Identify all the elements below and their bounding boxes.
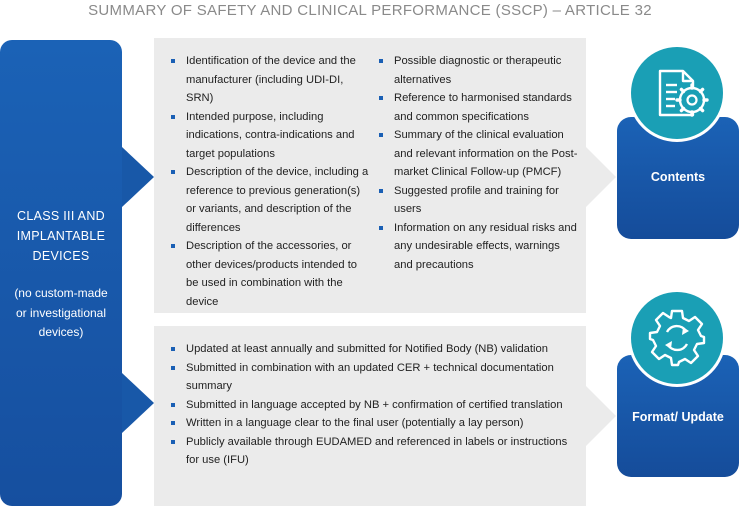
list-item: Description of the accessories, or other devices/products intended to be used in combination with the device — [170, 237, 370, 311]
list-item: Reference to harmonised standards and common specifications — [378, 89, 578, 126]
list-item: Summary of the clinical evaluation and relevant information on the Post-market Clinical Follow-up (PMCF) — [378, 126, 578, 182]
list-item: Submitted in language accepted by NB + confirmation of certified translation — [170, 396, 574, 415]
list-item: Intended purpose, including indications, contra-indications and target populations — [170, 108, 370, 164]
device-class-line: DEVICES — [32, 249, 90, 263]
device-class-note-line: devices) — [38, 325, 84, 339]
arrow-to-format — [122, 373, 154, 433]
device-class-note — [0, 284, 122, 343]
contents-list-left — [170, 52, 370, 311]
list-item: Identification of the device and the manufacturer (including UDI-DI, SRN) — [170, 52, 370, 108]
list-item: Submitted in combination with an updated CER + technical documentation summary — [170, 359, 574, 396]
format-update-label: Format/ Update — [632, 410, 724, 424]
contents-list-right — [378, 52, 578, 274]
contents-panel-arrow — [586, 147, 616, 207]
format-list — [170, 340, 574, 470]
contents-label: Contents — [650, 170, 706, 184]
device-class-note-line: (no custom-made — [14, 286, 108, 300]
device-class-line: IMPLANTABLE — [16, 229, 106, 243]
list-item: Updated at least annually and submitted for Notified Body (NB) validation — [170, 340, 574, 359]
gear-refresh-icon — [631, 292, 723, 384]
arrow-to-contents — [122, 147, 154, 207]
list-item: Possible diagnostic or therapeutic alternatives — [378, 52, 578, 89]
device-class-label — [0, 206, 122, 266]
list-item: Description of the device, including a reference to previous generation(s) or variants, and description of the differences — [170, 163, 370, 237]
device-class-line: CLASS III AND — [17, 209, 105, 223]
list-item: Suggested profile and training for users — [378, 182, 578, 219]
page-title: SUMMARY OF SAFETY AND CLINICAL PERFORMANCE (SSCP) – ARTICLE 32 — [88, 2, 652, 19]
list-item: Written in a language clear to the final user (potentially a lay person) — [170, 414, 574, 433]
list-item: Information on any residual risks and any undesirable effects, warnings and precautions — [378, 219, 578, 275]
device-class-note-line: or investigational — [15, 305, 107, 320]
device-class-box — [0, 40, 122, 506]
document-gear-icon — [631, 47, 723, 139]
format-panel-arrow — [586, 386, 616, 446]
list-item: Publicly available through EUDAMED and referenced in labels or instructions for use (IFU) — [170, 433, 574, 470]
